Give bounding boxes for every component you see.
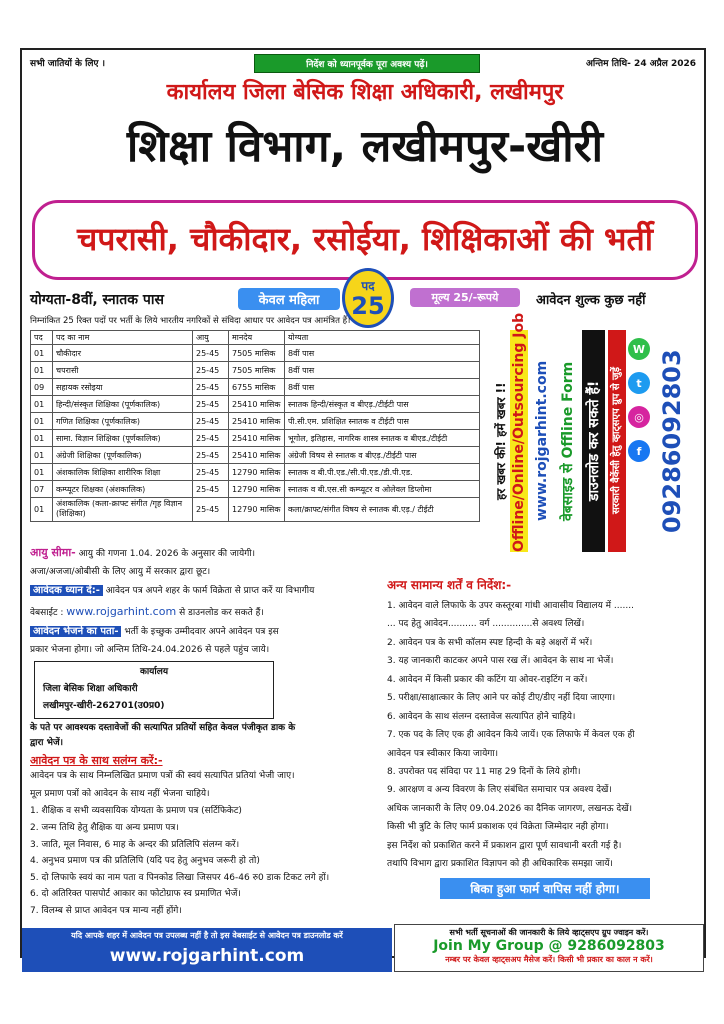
table-cell: 7505 मासिक [229,345,285,362]
list-item: इस निर्देश को प्रकाशित करने में प्रकाशन द्वारा पूर्ण सावधानी बरती गई है। [387,840,622,851]
list-item: किसी भी त्रुटि के लिए फार्म प्रकाशक एवं विक्रेता जिम्मेदार नही होगा। [387,822,609,833]
table-cell: 25410 मासिक [229,413,285,430]
header-cell: पद [31,331,53,345]
footer-right-text-3: नम्बर पर केवल व्हाट्सअप मैसेज करें। किसी भी प्रकार का काल न करें। [445,955,653,964]
no-fee: आवेदन शुल्क कुछ नहीं [536,293,646,308]
send-label: आवेदन भेजने का पता- [30,626,121,637]
table-cell: 01 [31,498,53,522]
table-cell: पी.सी.एम. प्रशिक्षित स्नातक व टीईटी पास [285,413,480,430]
table-row [31,498,480,522]
ad-line-5: डाउनलोड कर सकते हैं! [582,330,605,552]
footer-website[interactable]: www.rojgarhint.com [22,942,392,972]
website-link[interactable]: www.rojgarhint.com [66,604,177,618]
address-line-1: कार्यालय [139,667,169,678]
address-note-2: द्वारा भेजें। [30,737,64,748]
ad-line-1: हर खबर की! हमें खबर !! [494,382,508,500]
whatsapp-icon[interactable]: W [628,338,650,360]
table-cell: 7505 मासिक [229,362,285,379]
table-row [31,430,480,447]
address-line-3: लखीमपुर-खीरी-262701(उ0प्र0) [43,701,165,712]
list-item: 3. यह जानकारी काटकर अपने पास रख लें। आवेदन के साथ ना भेजें। [387,656,614,667]
table-row [31,464,480,481]
address-note: के पते पर आवश्यक दस्तावेजों की सत्यापित प्रतियों सहित केवल पंजीकृत डाक के [30,722,296,733]
table-cell: गणित शिक्षिका (पूर्णकालिक) [53,413,193,430]
table-cell: 01 [31,362,53,379]
attention-label: आवेदक ध्यान दें:- [30,585,103,596]
footer-join[interactable]: Join My Group @ 9286092803 [433,938,665,954]
age-text: आयु की गणना 1.04. 2026 के अनुसार की जायेगी। [78,549,256,559]
list-item: 7. विलम्ब से प्राप्त आवेदन पत्र मान्य नहीं होंगे। [30,906,182,917]
table-row [31,345,480,362]
table-cell: कम्प्यूटर शिक्षका (अंशकालिक) [53,481,193,498]
price-badge: मूल्य 25/-रूपये [410,288,520,307]
table-cell: स्नातक व बी.एस.सी कम्प्यूटर व ओलेवल डिप्लोमा [285,481,480,498]
table-cell: 25410 मासिक [229,396,285,413]
list-item: 6. दो अतिरिक्त पासपोर्ट आकार का फोटोग्राफ स्व प्रमाणित भेजें। [30,889,241,900]
table-row [31,447,480,464]
recruitment-title: चपरासी, चौकीदार, रसोईया, शिक्षिकाओं की भर्ती [32,200,698,280]
table-row [31,379,480,396]
notice-banner: निर्देश को ध्यानपूर्वक पूरा अवश्य पढ़ें। [254,54,480,73]
list-item: 9. आरक्षण व अन्य विवरण के लिए संबंधित समाचार पत्र अवश्य देखें। [387,785,612,796]
list-item: ... पद हेतु आवेदन.......... वर्ग ..............से अवश्य लिखें। [387,619,585,630]
footer-right-text-1: सभी भर्ती सूचनाओं की जानकारी के लिये व्हाट्सएप ग्रुप ज्वाइन करें। [449,928,649,937]
age-relax: अजा/अजजा/ओबीसी के लिए आयु में सरकार द्वारा छूट। [30,566,211,577]
table-cell: 12790 मासिक [229,481,285,498]
table-cell: चौकीदार [53,345,193,362]
table-cell: 25-45 [193,362,229,379]
table-cell: कला/क्राफ्ट/संगीत विषय से स्नातक बी.एड़./ टीईटी [285,498,480,522]
list-item: आवेदन पत्र स्वीकार किया जायेगा। [387,748,499,759]
main-title: शिक्षा विभाग, लखीमपुर-खीरी [126,121,604,172]
table-cell: अंशकालिक (कला-क्राफ्ट संगीत /गृह विज्ञान (शिक्षिका) [53,498,193,522]
table-row [31,413,480,430]
list-item: 1. शैक्षिक व सभी व्यवसायिक योग्यता के प्रमाण पत्र (सर्टिफिकेट) [30,806,242,817]
list-item: 1. आवेदन वाले लिफाफे के उपर कस्तूरबा गांधी आवासीय विद्यालय में ....... [387,601,634,611]
list-item: 2. आवेदन पत्र के सभी कॉलम स्पष्ट हिन्दी के बड़े अक्षरों में भरें। [387,637,593,648]
table-cell: 01 [31,430,53,447]
posts-count: 25 [351,292,385,320]
send-text-2: प्रकार भेजना होगा। जो अन्तिम तिथि-24.04.2026 से पहले पहुंच जाये। [30,644,270,655]
ad-line-6: सरकारी वैकेंसी हेतु व्हाट्सएप ग्रुप से जुड़ें [608,330,626,552]
ad-phone[interactable]: 09286092803 [658,349,686,533]
header-cell: आयु [193,331,229,345]
table-cell: 01 [31,396,53,413]
list-item: 7. एक पद के लिए एक ही आवेदन किये जायें। एक लिफाफे में केवल एक ही [387,730,635,741]
list-item: 2. जन्म तिथि हेतु शैक्षिक या अन्य प्रमाण पत्र। [30,822,179,833]
header-cell: पद का नाम [53,331,193,345]
conditions-heading: अन्य सामान्य शर्तें व निर्देश:- [387,578,512,592]
table-cell: 25-45 [193,396,229,413]
instagram-icon[interactable]: ◎ [628,406,650,428]
table-cell: 01 [31,345,53,362]
website-suffix: से डाउनलोड कर सकते हैं। [179,607,264,618]
attach-text: आवेदन पत्र के साथ निम्नलिखित प्रमाण पत्रों की स्वयं सत्यापित प्रतियां भेजी जाए। [30,771,295,782]
list-item: 3. जाति, मूल निवास, 6 माह के अन्दर की प्रतिलिपि संलग्न करें। [30,839,240,850]
sold-notice: बिका हुआ फार्म वापिस नहीं होगा। [440,878,650,899]
table-cell: 25-45 [193,379,229,396]
table-cell: चपरासी [53,362,193,379]
table-row [31,396,480,413]
age-label: आयु सीमा- [30,546,76,559]
table-cell: सामा. विज्ञान शिक्षिका (पूर्णकालिक) [53,430,193,447]
table-cell: 01 [31,464,53,481]
address-box [34,661,274,718]
table-cell: 25-45 [193,447,229,464]
footer-right [394,924,704,972]
table-body [31,345,480,522]
vacancy-table-wrap [30,330,480,522]
facebook-icon[interactable]: f [628,440,650,462]
table-cell: हिन्दी/संस्कृत शिक्षिका (पूर्णकालिक) [53,396,193,413]
table-cell: स्नातक व बी.पी.एड./सी.पी.एड./डी.पी.एड. [285,464,480,481]
attach-list [30,803,385,919]
table-cell: 25-45 [193,345,229,362]
ad-line-2: Offline/Online/Outsourcing Job [511,312,527,552]
attention-text: आवेदन पत्र अपने शहर के फार्म विक्रेता से प्राप्त करें या विभागीय [105,586,315,597]
table-cell: 25-45 [193,413,229,430]
table-row [31,362,480,379]
table-cell: 6755 मासिक [229,379,285,396]
table-cell: 12790 मासिक [229,464,285,481]
table-cell: 09 [31,379,53,396]
table-cell: 25410 मासिक [229,430,285,447]
table-cell: स्नातक हिन्दी/संस्कृत व बीएड़./टीईटी पास [285,396,480,413]
list-item: 5. दो लिफाफे स्वयं का नाम पता व पिनकोड लिखा जिसपर 46-46 रु0 डाक टिकट लगे हों। [30,872,330,883]
conditions-list [387,597,703,874]
posts-label: पद [361,279,375,293]
list-item: 8. उपरोक्त पद संविदा पर 11 माह 29 दिनों के लिये होगी। [387,766,581,777]
table-row [31,481,480,498]
table-cell: 8वीं पास [285,362,480,379]
office-title: कार्यालय जिला बेसिक शिक्षा अधिकारी, लखीमपुर [166,80,564,105]
list-item: 4. आवेदन में किसी प्रकार की कटिंग या ओवर-राइटिंग न करें। [387,674,588,685]
table-cell: अंशकालिक शिक्षिका शारीरिक शिक्षा [53,464,193,481]
last-date: अन्तिम तिथि- 24 अप्रैल 2026 [586,59,696,69]
table-cell: 25-45 [193,498,229,522]
website-label: वेबसाईट : [30,607,64,618]
social-icons [628,338,650,462]
list-item: 5. परीक्षा/साक्षात्कार के लिए आने पर कोई टीए/डीए नहीं दिया जाएगा। [387,693,616,704]
list-item: 4. अनुभव प्रमाण पत्र की प्रतिलिपि (यदि पद हेतु अनुभव जरूरी हो तो) [30,856,260,867]
intro-text: निम्नांकित 25 रिक्त पदों पर भर्ती के लिये भारतीय नगरिकों से संविदा आधार पर आवेदन पत्र आमंत्रित हैं। [30,316,351,326]
twitter-icon[interactable]: t [628,372,650,394]
notice-page [20,48,706,958]
footer-left-text: यदि आपके शहर में आवेदन पत्र उपलब्ध नहीं है तो इस वेबसाईट से आवेदन पत्र डाउनलोड करें [71,931,343,940]
side-ad [488,312,702,552]
table-cell: 8वीं पास [285,345,480,362]
table-cell: 12790 मासिक [229,498,285,522]
table-cell: भूगोल, इतिहास, नागरिक शास्त्र स्नातक व बीएड./टीईटी [285,430,480,447]
ad-line-3: www.rojgarhint.com [534,360,550,522]
table-cell: अंग्रेजी शिक्षिका (पूर्णकालिक) [53,447,193,464]
table-cell: 01 [31,413,53,430]
table-cell: 01 [31,447,53,464]
table-cell: सहायक रसोइया [53,379,193,396]
send-text: भर्ती के इच्छुक उम्मीदवार अपने आवेदन पत्र इस [124,627,279,638]
top-left-note: सभी जातियों के लिए । [30,59,106,69]
attach-heading: आवेदन पत्र के साथ सलंग्न करें:- [30,754,163,768]
list-item: तथापि विभाग द्वारा प्रकाशित विज्ञापन को ही अधिकारिक समझा जायें। [387,859,613,870]
table-cell: 07 [31,481,53,498]
list-item: 6. आवेदन के साथ संलग्न दस्तावेज सत्यापित होने चाहिये। [387,711,576,722]
table-cell: 25-45 [193,430,229,447]
table-cell: 8वीं पास [285,379,480,396]
list-item: अधिक जानकारी के लिए 09.04.2026 का दैनिक जागरण, लखनऊ देखें। [387,803,632,814]
left-column [30,542,385,920]
right-column [387,576,703,899]
table-cell: 25410 मासिक [229,447,285,464]
table-header-row [31,331,480,345]
attach-text-2: मूल प्रमाण पत्रों को आवेदन के साथ नहीं भेजना चाहिये। [30,788,210,799]
women-only-badge: केवल महिला [238,288,340,310]
address-line-2: जिला बेसिक शिक्षा अधिकारी [43,684,138,695]
table-cell: अंग्रेजी विषय से स्नातक व बीएड़./टीईटी पास [285,447,480,464]
header-cell: योग्यता [285,331,480,345]
header-cell: मानदेय [229,331,285,345]
ad-line-4: वेबसाइड से Offline Form [560,361,576,521]
vacancy-table [30,330,480,522]
qualification: योग्यता-8वीं, स्नातक पास [30,292,164,308]
table-cell: 25-45 [193,481,229,498]
table-cell: 25-45 [193,464,229,481]
